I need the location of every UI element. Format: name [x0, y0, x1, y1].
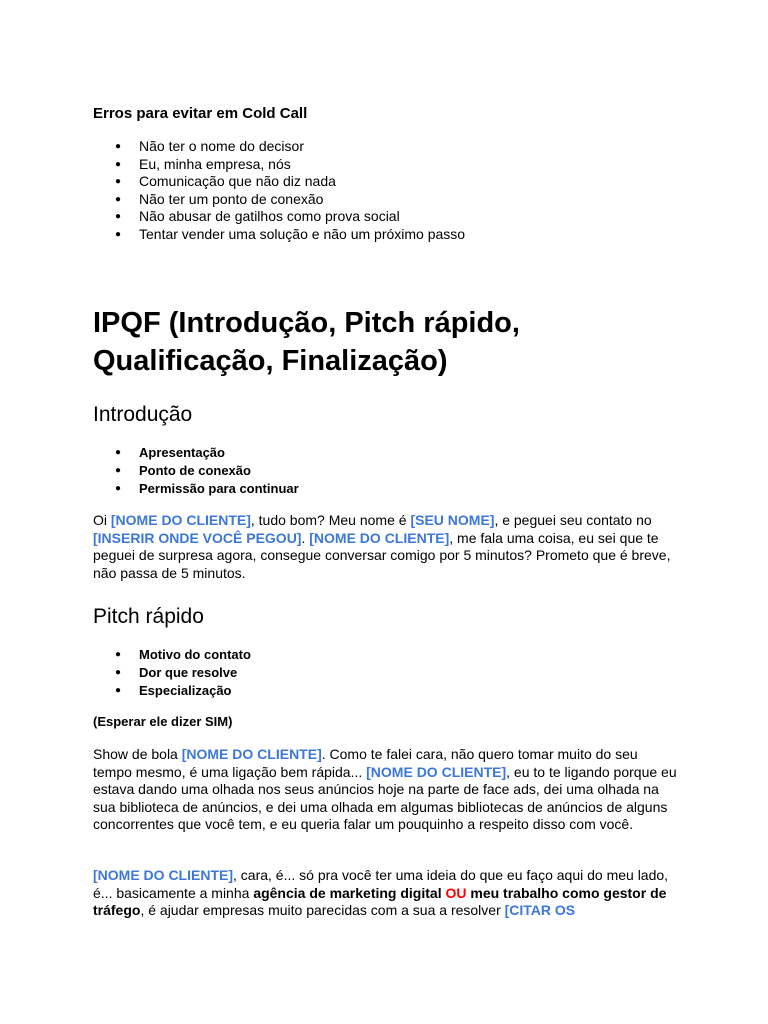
list-item: ● Apresentação [93, 444, 299, 462]
main-title: IPQF (Introdução, Pitch rápido, Qualificação, Finalização) [93, 307, 520, 377]
pitch-paragraph-1 [93, 746, 678, 834]
text-run: , e peguei seu contato no [494, 512, 652, 528]
bold-phrase: meu trabalho como gestor de tráfego [93, 884, 667, 918]
list-item: ● Permissão para continuar [93, 480, 299, 498]
text-run: , eu to te ligando porque eu estava dando uma olhada nos seus anúncios hoje na parte de face ads, dei uma olhada na sua biblioteca de anúncios, e dei uma olhada em algumas bibliotecas de anúncios de alguns concorrentes que você tem, e eu queria falar um pouquinho a respeito disso com você. [93, 763, 677, 832]
placeholder-client-name: [NOME DO CLIENTE] [366, 763, 507, 780]
list-item: ● Dor que resolve [93, 664, 251, 682]
placeholder-client-name: [NOME DO CLIENTE] [93, 867, 233, 883]
text-run: . [301, 529, 310, 546]
list-item: ● Não abusar de gatilhos como prova social [93, 208, 465, 226]
list-item: ● Comunicação que não diz nada [93, 173, 465, 191]
placeholder-cite: [CITAR OS [504, 902, 576, 918]
pitch-list [93, 646, 251, 700]
placeholder-client-name: [NOME DO CLIENTE] [110, 512, 251, 528]
pitch-heading: Pitch rápido [93, 605, 204, 628]
list-item: ● Não ter o nome do decisor [93, 138, 465, 156]
placeholder-client-name: [NOME DO CLIENTE] [181, 746, 322, 762]
or-emphasis: OU [445, 884, 467, 901]
text-run: , tudo bom? Meu nome é [250, 512, 411, 528]
list-item: ● Motivo do contato [93, 646, 251, 664]
list-item: ● Não ter um ponto de conexão [93, 191, 465, 209]
bold-phrase: agência de marketing digital [253, 884, 442, 901]
text-run: , me fala uma coisa, eu sei que te peguei de surpresa agora, consegue conversar comigo por 5 minutos? Prometo que é breve, não passa de 5 minutos. [93, 529, 671, 581]
text-run: Oi [93, 512, 111, 528]
list-item: ● Eu, minha empresa, nós [93, 156, 465, 174]
intro-list [93, 444, 299, 498]
text-run: Show de bola [93, 746, 182, 762]
errors-heading: Erros para evitar em Cold Call [93, 105, 308, 122]
pitch-paragraph-2 [93, 867, 678, 920]
intro-heading: Introdução [93, 403, 193, 426]
placeholder-source: [INSERIR ONDE VOCÊ PEGOU] [93, 529, 302, 546]
text-run: , é ajudar empresas muito parecidas com a sua a resolver [140, 902, 505, 918]
text-run: , cara, é... só pra você ter uma ideia do que eu faço aqui do meu lado, é... basicamente a minha [93, 867, 669, 901]
placeholder-client-name: [NOME DO CLIENTE] [309, 529, 450, 546]
placeholder-your-name: [SEU NOME] [410, 512, 495, 528]
pitch-note: (Esperar ele dizer SIM) [93, 714, 233, 729]
errors-list [93, 138, 465, 244]
intro-paragraph [93, 512, 678, 582]
text-run: . Como te falei cara, não quero tomar muito do seu tempo mesmo, é uma ligação bem rápida... [93, 746, 638, 780]
list-item: ● Especialização [93, 682, 251, 700]
list-item: ● Tentar vender uma solução e não um próximo passo [93, 226, 465, 244]
list-item: ● Ponto de conexão [93, 462, 299, 480]
